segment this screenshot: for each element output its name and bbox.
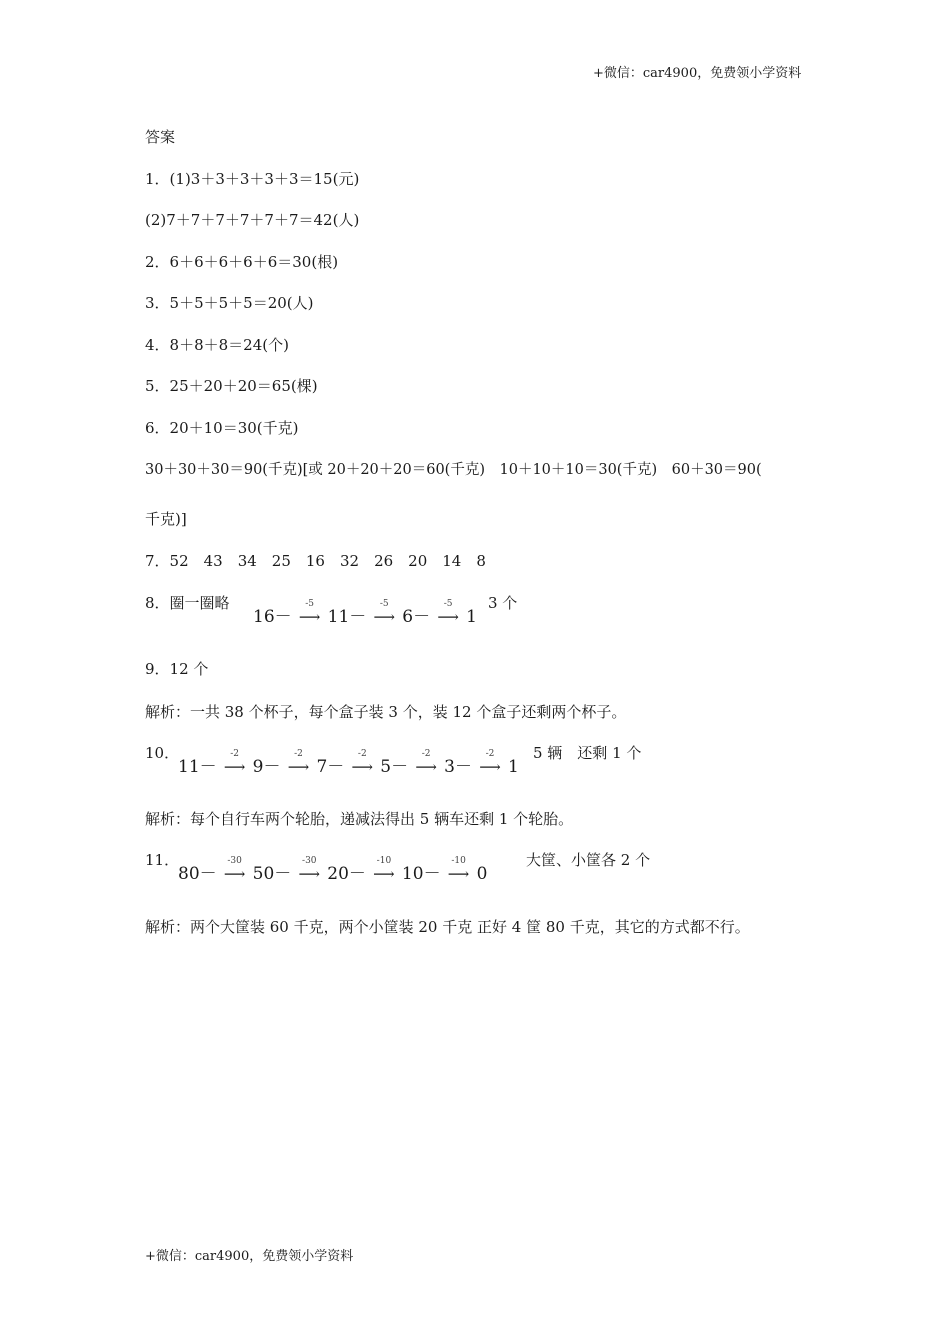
answer-title: 答案 [145,128,176,146]
chain-dash: － [423,864,441,884]
chain-arrow [367,856,401,883]
answer-9: 9．12 个 [145,660,209,678]
arrow-icon: ⟶ [373,865,395,883]
chain-dash: － [413,607,431,627]
chain-dash: － [391,757,409,777]
chain-arrow-label: -30 [227,856,242,866]
answer-4: 4．8＋8＋8＝24(个) [145,336,289,354]
chain-number: 11 [178,757,200,777]
chain-arrow-label: -2 [357,749,367,759]
chain-number: 1 [466,607,477,627]
chain-arrow-label: -10 [451,856,466,866]
arrow-icon: ⟶ [351,758,374,776]
page-footer: +微信：car4900，免费领小学资料 [145,1249,354,1264]
chain-number: 5 [380,757,392,777]
arrow-icon: ⟶ [298,865,321,883]
chain-dash: － [274,607,292,627]
chain-number: 11 [327,607,350,627]
chain-number: 6 [402,607,414,627]
chain-arrow [367,599,401,626]
chain-dash: － [349,607,367,627]
chain-arrow-label: -2 [421,749,431,759]
answer-10-result: 5 辆 还剩 1 个 [533,744,642,762]
answer-6-alt: 30＋30＋30＝90(千克)[或 20＋20＋20＝60(千克) 10＋10＋10＝30(千克) 60＋30＝90( [145,462,762,478]
answer-1-1: 1．(1)3＋3＋3＋3＋3＝15(元) [145,170,360,188]
chain-number: 16 [253,607,275,627]
chain-arrow-label: -2 [294,749,303,759]
chain-dash: － [454,757,472,777]
chain-arrow-label: -2 [230,749,240,759]
arrow-icon: ⟶ [447,865,470,883]
chain-number: 0 [476,864,488,884]
page-header: +微信：car4900，免费领小学资料 [593,66,802,81]
chain-arrow [281,749,315,776]
chain-arrow-label: -2 [485,749,495,759]
answer-11-result: 大筐、小筐各 2 个 [526,851,651,869]
chain-dash: － [263,757,281,777]
chain-dash: － [348,864,366,884]
chain-number: 3 [444,757,455,777]
chain-arrow-label: -5 [379,599,389,609]
answer-6-alt-cont: 千克)] [145,510,187,528]
chain-dash: － [327,757,345,777]
arrow-icon: ⟶ [298,608,321,626]
answer-11-explanation: 解析：两个大筐装 60 千克，两个小筐装 20 千克 正好 4 筐 80 千克，其它的方式都不行。 [145,918,750,936]
answer-7: 7．52 43 34 25 16 32 26 20 14 8 [145,552,486,570]
answer-10: 10． [145,744,180,762]
chain-arrow-label: -5 [443,599,453,609]
answer-6: 6．20＋10＝30(千克) [145,419,299,437]
chain-number: 1 [507,757,519,777]
arrow-icon: ⟶ [223,865,246,883]
arrow-icon: ⟶ [437,608,459,626]
chain-dash: － [199,757,217,777]
chain-arrow [442,856,476,883]
answer-5: 5．25＋20＋20＝65(棵) [145,377,318,395]
answer-8-result: 3 个 [488,594,518,612]
answer-8: 8．圈一圈略 [145,594,230,612]
chain-arrow [409,749,443,776]
subtraction-chain-8 [253,599,477,627]
chain-arrow-label: -10 [376,856,392,866]
chain-arrow [293,599,327,626]
arrow-icon: ⟶ [223,758,246,776]
chain-arrow [473,749,507,776]
chain-dash: － [274,864,292,884]
arrow-icon: ⟶ [373,608,396,626]
arrow-icon: ⟶ [415,758,437,776]
chain-number: 10 [401,864,424,884]
chain-arrow-label: -30 [302,856,317,866]
chain-dash: － [199,864,217,884]
chain-number: 9 [252,757,264,777]
arrow-icon: ⟶ [479,758,501,776]
chain-arrow [218,856,252,883]
chain-arrow-label: -5 [305,599,315,609]
chain-arrow [218,749,252,776]
chain-number: 80 [178,864,200,884]
chain-arrow [431,599,465,626]
answer-3: 3．5＋5＋5＋5＝20(人) [145,294,314,312]
answer-1-2: (2)7＋7＋7＋7＋7＋7＝42(人) [145,211,360,229]
subtraction-chain-10 [178,749,519,777]
chain-number: 7 [316,757,328,777]
answer-9-explanation: 解析：一共 38 个杯子，每个盒子装 3 个，装 12 个盒子还剩两个杯子。 [145,703,627,721]
subtraction-chain-11 [178,856,488,884]
arrow-icon: ⟶ [287,758,310,776]
answer-2: 2．6＋6＋6＋6＋6＝30(根) [145,253,339,271]
chain-arrow [292,856,326,883]
chain-arrow [345,749,379,776]
chain-number: 50 [252,864,275,884]
answer-10-explanation: 解析：每个自行车两个轮胎，递减法得出 5 辆车还剩 1 个轮胎。 [145,810,574,828]
chain-number: 20 [327,864,349,884]
answer-11: 11． [145,851,180,869]
